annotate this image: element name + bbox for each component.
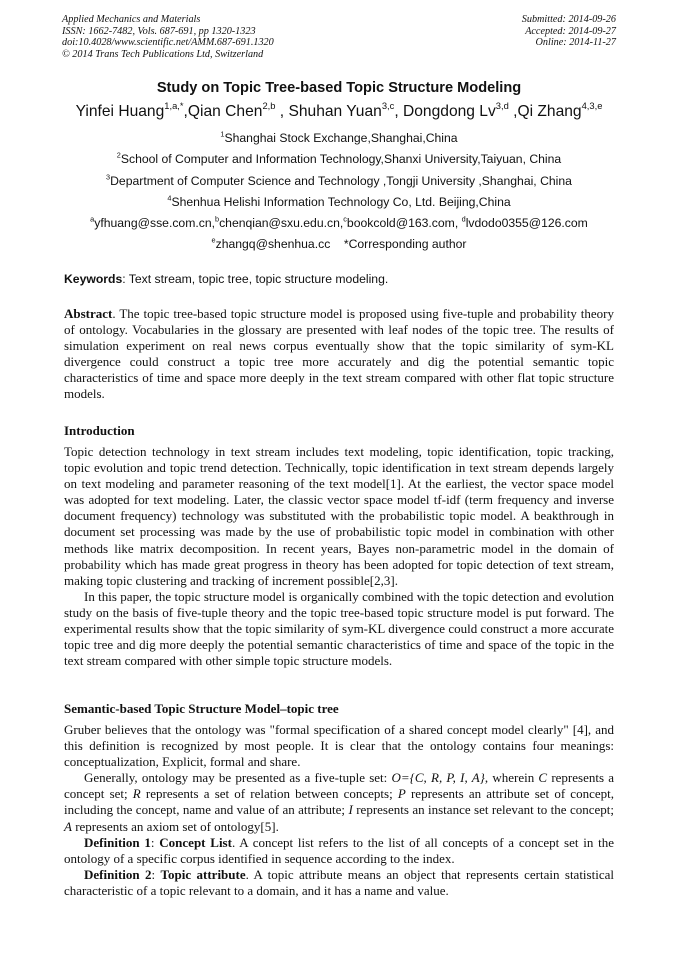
- paragraph: Topic detection technology in text stream includes text modeling, topic identification, topic tracking, topic evolution and topic trend detection. Technically, topic identification in text stream depends largely on text modeling and parameter reasoning of the text model[1]. At the earliest, the vector space model was adopted for text modeling. Later, the classic vector space model tf-idf (term frequency and inverse document frequency) technology was substituted with the probabilistic topic model. A beakthrough in document set processing was made by the use of probabilistic topic model in combination with other methods like matrix decomposition. In recent years, Bayes non-parametric model in the domain of probability which has made great progress in theory has been adopted for topic detection of text stream, making topic clustering and tracking of increment possible[2,3].: [64, 444, 614, 588]
- semantic-body: [64, 722, 614, 899]
- submitted-date: Submitted: 2014-09-26: [521, 14, 616, 25]
- paragraph: Generally, ontology may be presented as a five-tuple set: O={C, R, P, I, A}, wherein C represents a concept set; R represents a set of relation between concepts; P represents an attribute set of concept, including the concept, name and value of an attribute; I represents an instance set relevant to the concept; A represents an axiom set of ontology[5].: [64, 770, 614, 834]
- affiliation-4: $^4$Shenhua Helishi Information Technology Co, Ltd. Beijing,China: [167, 193, 511, 209]
- accepted-date: Accepted: 2014-09-27: [525, 25, 616, 37]
- copyright-line: © 2014 Trans Tech Publications Ltd, Switzerland: [62, 48, 264, 60]
- author-sup: 3,d: [495, 100, 509, 111]
- author-sup: 2,b: [262, 100, 276, 111]
- abstract-label: Abstract: [64, 306, 113, 321]
- keywords-line: [64, 272, 388, 286]
- definition-1: Definition 1: Concept List. A concept list refers to the list of all concepts of a concept set in the ontology of a specific corpus identified in sequence according to the index.: [64, 834, 614, 866]
- email-line-1: $^a$yfhuang@sse.com.cn,$^b$chenqian@sxu.edu.cn,$^c$bookcold@163.com, $^d$lvdodo0355@126.com: [90, 214, 588, 230]
- keywords-text: : Text stream, topic tree, topic structure modeling.: [122, 272, 389, 286]
- author-name: ,Qian Chen: [183, 103, 263, 120]
- section-heading-introduction: Introduction: [64, 423, 135, 438]
- keywords-label: Keywords: [64, 272, 123, 286]
- author-name: Yinfei Huang: [75, 103, 165, 120]
- doi-line: doi:10.4028/www.scientific.net/AMM.687-691.1320: [62, 37, 274, 49]
- dates-info: [522, 14, 616, 49]
- author-sup: 3,c: [381, 100, 395, 111]
- author-line: [0, 100, 678, 121]
- journal-name: Applied Mechanics and Materials: [62, 14, 201, 25]
- abstract: [64, 306, 614, 403]
- definition-2: Definition 2: Topic attribute. A topic attribute means an object that represents certain statistical characteristic of a topic relevant to a domain, and it has a name and value.: [64, 866, 614, 898]
- abstract-text: . The topic tree-based topic structure model is proposed using five-tuple and probability theory of ontology. Vocabularies in the glossary are presented with leaf nodes of the topic tree. The results of simulation experiment on real news corpus eventually show that the topic similarity of sym-KL divergence could construct a topic tree more accurately and dig the potential semantic topic characteristics of time and space more deeply in the text stream compared with other flat topic structure models.: [64, 306, 614, 402]
- affiliation-1: $^1$Shanghai Stock Exchange,Shanghai,China: [220, 129, 458, 145]
- section-heading-semantic: Semantic-based Topic Structure Model–topic tree: [64, 701, 339, 716]
- author-sup: 1,a,*: [164, 100, 184, 111]
- issn-line: ISSN: 1662-7482, Vols. 687-691, pp 1320-1323: [62, 25, 256, 37]
- introduction-body: [64, 444, 614, 669]
- affiliation-3: $^3$Department of Computer Science and Technology ,Tongji University ,Shanghai, China: [106, 172, 572, 188]
- online-date: Online: 2014-11-27: [535, 37, 616, 49]
- author-name: ,Qi Zhang: [508, 103, 582, 120]
- affiliation-2: $^2$School of Computer and Information Technology,Shanxi University,Taiyuan, China: [116, 150, 562, 166]
- journal-info: [62, 14, 274, 60]
- author-name: , Shuhan Yuan: [275, 103, 382, 120]
- author-sup: 4,3,e: [581, 100, 603, 111]
- email-line-2: $^e$zhangq@shenhua.cc *Corresponding author: [211, 235, 467, 251]
- paper-title: Study on Topic Tree-based Topic Structure Modeling: [156, 80, 522, 96]
- paragraph: In this paper, the topic structure model is organically combined with the topic detection and evolution study on the basis of five-tuple theory and the topic tree-based topic structure model is put forward. The experimental results show that the topic similarity of sym-KL divergence could construct a more accurate topic tree and dig more deeply the potential semantic characteristics of time and space of the topic in the text stream compared with other simple topic structure models.: [64, 588, 614, 669]
- author-name: , Dongdong Lv: [394, 103, 496, 120]
- paragraph: Gruber believes that the ontology was "formal specification of a shared concept model clearly" [4], and this definition is recognized by most people. It is clear that the ontology contains four meanings: conceptualization, Explicit, formal and share.: [64, 722, 614, 770]
